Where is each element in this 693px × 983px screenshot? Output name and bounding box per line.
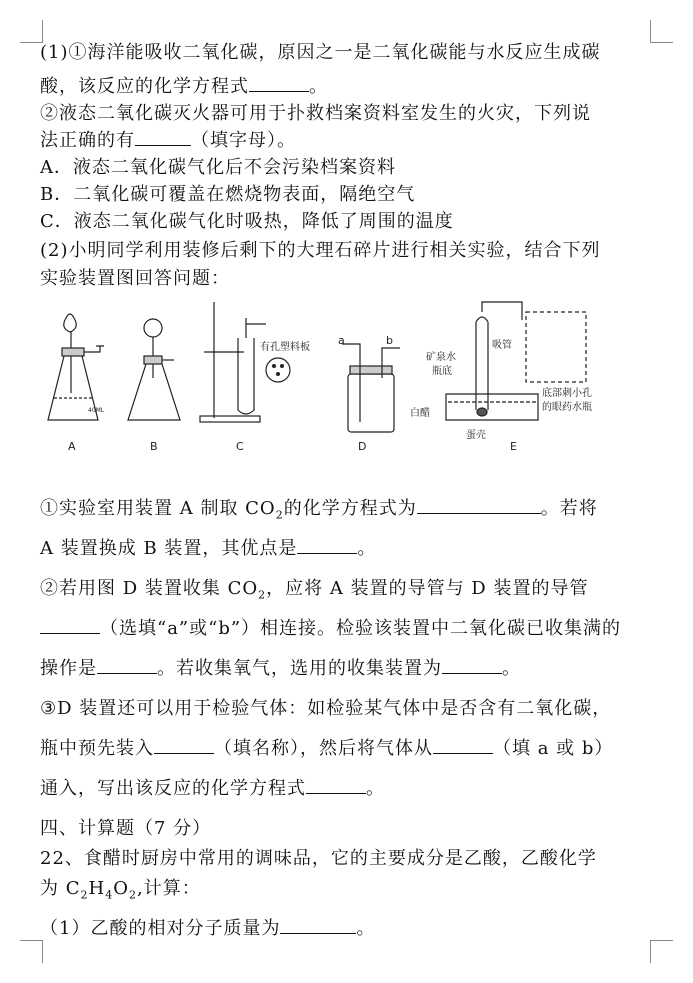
answer-blank[interactable]	[154, 739, 214, 754]
answer-blank[interactable]	[280, 919, 356, 934]
corner-mark-bottom-right	[650, 940, 673, 963]
label-d: D	[358, 440, 367, 453]
sub1-line1: ①实验室用装置 A 制取 $CO_2$的化学方程式为 。若将	[40, 498, 598, 522]
separatory-funnel-icon	[144, 319, 162, 337]
eyedrop-label-2: 的眼药水瓶	[542, 402, 592, 413]
vinegar-label: 白醋	[410, 408, 430, 419]
apparatus-d	[338, 334, 400, 453]
bottle-top	[476, 317, 488, 322]
option-c: C．液态二氧化碳气化时吸热，降低了周围的温度	[40, 211, 454, 232]
corner-mark-bottom-left	[20, 940, 43, 963]
q22-line2: 为 $C_2H_4O_2$,计算：	[40, 878, 201, 902]
q2-line2: 实验装置图回答问题：	[40, 268, 230, 289]
tube-a-label: a	[338, 334, 345, 347]
section4-heading: 四、计算题（7 分）	[40, 818, 212, 839]
bottle-label-2: 瓶底	[432, 366, 452, 377]
answer-blank[interactable]	[297, 539, 357, 554]
eggshell-label: 蛋壳	[466, 430, 486, 441]
answer-blank[interactable]	[40, 619, 100, 634]
funnel-icon	[64, 314, 77, 332]
gas-bottle-icon	[348, 374, 394, 432]
sub1-line2: A 装置换成 B 装置，其优点是 。	[40, 538, 377, 559]
delivery-tube	[84, 346, 104, 352]
answer-blank[interactable]	[433, 739, 493, 754]
bottle-label-1: 矿泉水	[426, 352, 456, 363]
flask-mark: 40ML	[88, 407, 105, 414]
answer-blank[interactable]	[442, 659, 502, 674]
corner-mark-top-right	[650, 20, 673, 43]
answer-blank[interactable]	[135, 131, 191, 146]
apparatus-c	[200, 302, 310, 453]
basin-icon	[446, 394, 538, 420]
tube-a	[342, 344, 360, 422]
placeholder-box	[526, 312, 586, 382]
answer-blank[interactable]	[306, 779, 366, 794]
q22-part1: （1）乙酸的相对分子质量为 。	[40, 918, 376, 939]
sub2-line1: ②若用图 D 装置收集 $CO_2$，应将 A 装置的导管与 D 装置的导管	[40, 578, 589, 602]
sub3-line2: 瓶中预先装入 （填名称），然后将气体从 （填 a 或 b）	[40, 738, 614, 759]
q1-line1: (1)①海洋能吸收二氧化碳，原因之一是二氧化碳能与水反应生成碳	[40, 42, 601, 63]
apparatus-a	[48, 314, 105, 453]
eyedrop-label-1: 底部刺小孔	[542, 388, 592, 399]
eyedrop-bottle-icon	[476, 322, 488, 410]
straw-label: 吸管	[492, 340, 512, 351]
sub3-line1: ③D 装置还可以用于检验气体：如检验某气体中是否含有二氧化碳，	[40, 698, 612, 719]
apparatus-figure	[40, 298, 640, 458]
answer-blank[interactable]	[417, 499, 541, 514]
apparatus-b	[128, 319, 180, 453]
option-b: B．二氧化碳可覆盖在燃烧物表面，隔绝空气	[40, 184, 416, 205]
conical-flask-icon	[128, 364, 180, 420]
stopper-icon	[62, 348, 84, 356]
tube-b-label: b	[386, 334, 393, 347]
label-a: A	[68, 440, 76, 453]
sub3-line3: 通入，写出该反应的化学方程式 。	[40, 778, 385, 799]
hole-icon	[272, 364, 276, 368]
q1-line4: 法正确的有 （填字母）。	[40, 130, 296, 151]
q2-line1: (2)小明同学利用装修后剩下的大理石碎片进行相关实验，结合下列	[40, 240, 601, 261]
option-a: A．液态二氧化碳气化后不会污染档案资料	[40, 157, 396, 178]
label-c: C	[236, 440, 244, 453]
stopper-icon	[144, 356, 162, 364]
sub2-line3: 操作是 。若收集氧气，选用的收集装置为 。	[40, 658, 521, 679]
label-b: B	[150, 440, 158, 453]
hole-icon	[280, 364, 284, 368]
hole-icon	[276, 372, 280, 376]
test-tube-icon	[238, 338, 254, 414]
answer-blank[interactable]	[97, 659, 157, 674]
apparatus-e	[410, 302, 592, 453]
q22-line1: 22、食醋时厨房中常用的调味品，它的主要成分是乙酸，乙酸化学	[40, 848, 597, 869]
label-e: E	[510, 440, 517, 453]
q1-line2: 酸，该反应的化学方程式 。	[40, 76, 328, 97]
eggshell-icon	[477, 408, 487, 416]
q1-line3: ②液态二氧化碳灭火器可用于扑救档案资料室发生的火灾，下列说	[40, 103, 591, 124]
perforated-plate-icon	[266, 358, 290, 382]
answer-blank[interactable]	[249, 77, 309, 92]
retort-stand-base	[200, 416, 260, 422]
straw-icon	[482, 302, 522, 320]
sub2-line2: （选填“a”或“b”）相连接。检验该装置中二氧化碳已收集满的	[40, 614, 621, 640]
plate-label: 有孔塑料板	[260, 342, 310, 353]
stopper-icon	[350, 366, 392, 374]
